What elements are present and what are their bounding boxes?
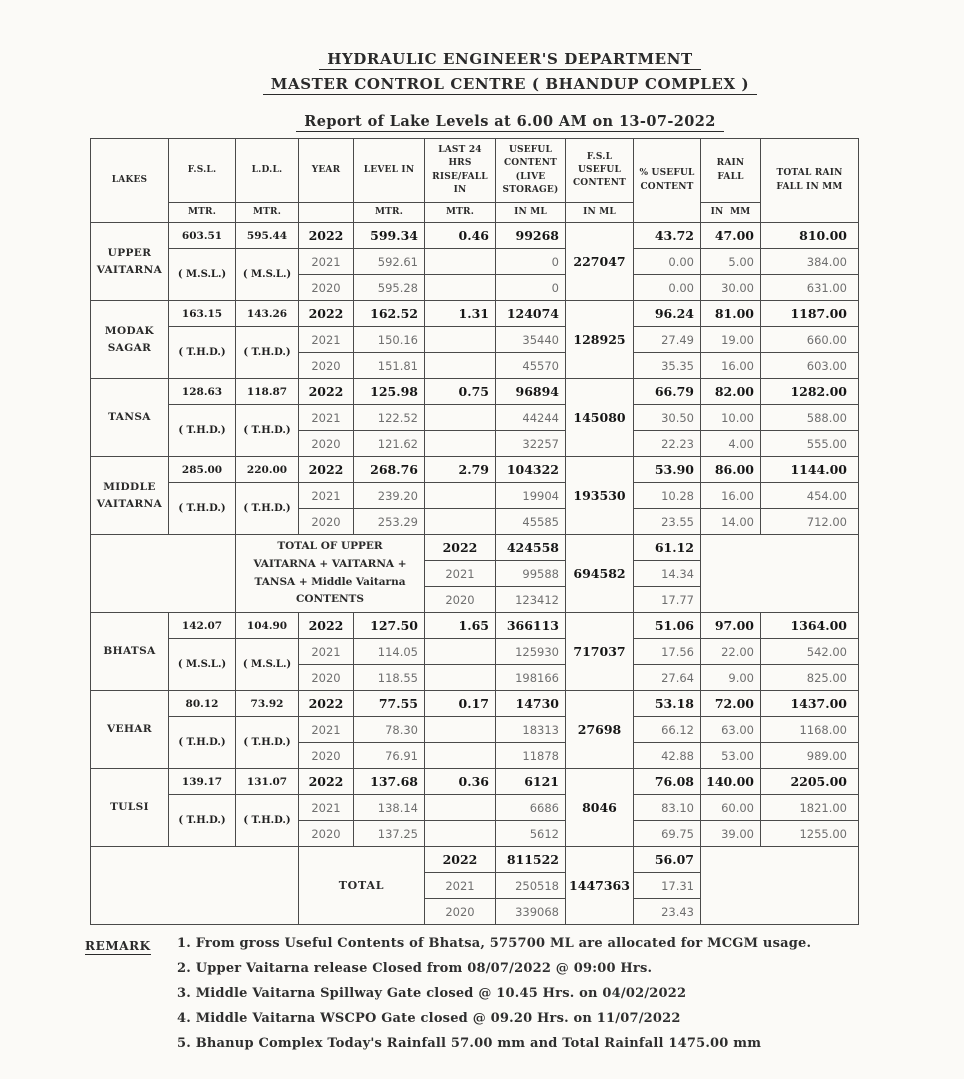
useful-content-cell: 99268: [496, 223, 566, 249]
col-header-fsl: F.S.L.: [169, 139, 236, 203]
table-row: [91, 457, 859, 483]
pct-useful-cell: 23.55: [634, 509, 701, 535]
table-row: [91, 795, 859, 821]
pct-useful-cell: 53.90: [634, 457, 701, 483]
fsl-datum-label: ( T.H.D.): [169, 405, 236, 457]
level-cell: 239.20: [354, 483, 425, 509]
remark-label: REMARK: [85, 939, 151, 953]
total-empty-right: [701, 847, 859, 925]
col-header-pct-useful: % USEFUL CONTENT: [634, 139, 701, 223]
level-cell: 118.55: [354, 665, 425, 691]
year-cell: 2022: [425, 535, 496, 561]
total-rainfall-cell: 989.00: [761, 743, 859, 769]
level-cell: 137.68: [354, 769, 425, 795]
pct-useful-cell: 10.28: [634, 483, 701, 509]
useful-content-cell: 123412: [496, 587, 566, 613]
useful-content-cell: 99588: [496, 561, 566, 587]
rainfall-cell: 47.00: [701, 223, 761, 249]
useful-content-cell: 104322: [496, 457, 566, 483]
pct-useful-cell: 17.31: [634, 873, 701, 899]
pct-useful-cell: 83.10: [634, 795, 701, 821]
total-rainfall-cell: 384.00: [761, 249, 859, 275]
total-rainfall-cell: 542.00: [761, 639, 859, 665]
report-subtitle-text: Report of Lake Levels at 6.00 AM on 13-07-2022: [296, 113, 723, 132]
unit-fsl: MTR.: [169, 203, 236, 223]
rise-fall-cell: [425, 509, 496, 535]
unit-rain-fall: IN MM: [701, 203, 761, 223]
header-row: [91, 139, 859, 203]
level-cell: 77.55: [354, 691, 425, 717]
useful-content-cell: 45570: [496, 353, 566, 379]
table-row: [91, 847, 859, 873]
year-cell: 2020: [425, 587, 496, 613]
fsl-value: 603.51: [169, 223, 236, 249]
useful-content-cell: 124074: [496, 301, 566, 327]
ldl-datum-label: ( T.H.D.): [236, 717, 299, 769]
table-row: [91, 691, 859, 717]
total-rainfall-cell: 631.00: [761, 275, 859, 301]
level-cell: 268.76: [354, 457, 425, 483]
pct-useful-cell: 66.79: [634, 379, 701, 405]
pct-useful-cell: 27.64: [634, 665, 701, 691]
lake-block-upper-vaitarna: [91, 223, 859, 301]
fsl-useful-content-cell: 8046: [566, 769, 634, 847]
subtotal-empty-left: [91, 535, 236, 613]
remark-items: [177, 936, 935, 1051]
unit-level: MTR.: [354, 203, 425, 223]
useful-content-cell: 366113: [496, 613, 566, 639]
rainfall-cell: 30.00: [701, 275, 761, 301]
useful-content-cell: 0: [496, 249, 566, 275]
useful-content-cell: 32257: [496, 431, 566, 457]
rainfall-cell: 4.00: [701, 431, 761, 457]
col-header-lakes: LAKES: [91, 139, 169, 223]
total-rainfall-cell: 1187.00: [761, 301, 859, 327]
centre-title-text: MASTER CONTROL CENTRE ( BHANDUP COMPLEX ): [263, 75, 757, 95]
lake-name: VEHAR: [91, 691, 169, 769]
table-row: [91, 301, 859, 327]
rainfall-cell: 9.00: [701, 665, 761, 691]
level-cell: 78.30: [354, 717, 425, 743]
fsl-value: 285.00: [169, 457, 236, 483]
rainfall-cell: 22.00: [701, 639, 761, 665]
level-cell: 125.98: [354, 379, 425, 405]
useful-content-cell: 18313: [496, 717, 566, 743]
table-row: [91, 483, 859, 509]
useful-content-cell: 96894: [496, 379, 566, 405]
rainfall-cell: 14.00: [701, 509, 761, 535]
ldl-datum-label: ( T.H.D.): [236, 483, 299, 535]
total-rainfall-cell: 2205.00: [761, 769, 859, 795]
total-rainfall-cell: 454.00: [761, 483, 859, 509]
fsl-value: 128.63: [169, 379, 236, 405]
rise-fall-cell: [425, 743, 496, 769]
subtotal-label: TOTAL OF UPPER VAITARNA + VAITARNA + TANSA + Middle Vaitarna CONTENTS: [236, 535, 425, 613]
fsl-datum-label: ( T.H.D.): [169, 717, 236, 769]
department-title-text: HYDRAULIC ENGINEER'S DEPARTMENT: [319, 50, 701, 70]
level-cell: 114.05: [354, 639, 425, 665]
lake-name: MIDDLE VAITARNA: [91, 457, 169, 535]
level-cell: 162.52: [354, 301, 425, 327]
table-header: [91, 139, 859, 223]
rise-fall-cell: [425, 665, 496, 691]
pct-useful-cell: 22.23: [634, 431, 701, 457]
level-cell: 595.28: [354, 275, 425, 301]
level-cell: 253.29: [354, 509, 425, 535]
lake-block-modak-sagar: [91, 301, 859, 379]
fsl-value: 80.12: [169, 691, 236, 717]
pct-useful-cell: 61.12: [634, 535, 701, 561]
table-row: [91, 379, 859, 405]
level-cell: 592.61: [354, 249, 425, 275]
year-cell: 2020: [299, 821, 354, 847]
year-cell: 2020: [299, 665, 354, 691]
total-rainfall-cell: 712.00: [761, 509, 859, 535]
year-cell: 2021: [299, 483, 354, 509]
total-rainfall-cell: 603.00: [761, 353, 859, 379]
col-header-total-rain: TOTAL RAIN FALL IN MM: [761, 139, 859, 223]
lake-block-tansa: [91, 379, 859, 457]
unit-fsl-useful-content: IN ML: [566, 203, 634, 223]
fsl-datum-label: ( T.H.D.): [169, 483, 236, 535]
fsl-datum-label: ( T.H.D.): [169, 327, 236, 379]
pct-useful-cell: 76.08: [634, 769, 701, 795]
pct-useful-cell: 0.00: [634, 275, 701, 301]
year-cell: 2021: [425, 561, 496, 587]
rainfall-cell: 86.00: [701, 457, 761, 483]
table-row: [91, 223, 859, 249]
fsl-useful-content-cell: 227047: [566, 223, 634, 301]
year-cell: 2022: [299, 613, 354, 639]
pct-useful-cell: 35.35: [634, 353, 701, 379]
pct-useful-cell: 43.72: [634, 223, 701, 249]
col-header-rain-fall: RAIN FALL: [701, 139, 761, 203]
year-cell: 2020: [299, 353, 354, 379]
ldl-value: 73.92: [236, 691, 299, 717]
useful-content-cell: 14730: [496, 691, 566, 717]
pct-useful-cell: 53.18: [634, 691, 701, 717]
useful-content-cell: 45585: [496, 509, 566, 535]
col-header-ldl: L.D.L.: [236, 139, 299, 203]
fsl-useful-content-cell: 694582: [566, 535, 634, 613]
table-row: [91, 613, 859, 639]
rainfall-cell: 72.00: [701, 691, 761, 717]
fsl-datum-label: ( M.S.L.): [169, 639, 236, 691]
report-header: [230, 50, 790, 130]
rainfall-cell: 39.00: [701, 821, 761, 847]
col-header-level: LEVEL IN: [354, 139, 425, 203]
rainfall-cell: 53.00: [701, 743, 761, 769]
rise-fall-cell: 0.17: [425, 691, 496, 717]
rise-fall-cell: [425, 795, 496, 821]
rainfall-cell: 10.00: [701, 405, 761, 431]
level-cell: 122.52: [354, 405, 425, 431]
level-cell: 138.14: [354, 795, 425, 821]
fsl-useful-content-cell: 717037: [566, 613, 634, 691]
fsl-useful-content-cell: 145080: [566, 379, 634, 457]
level-cell: 151.81: [354, 353, 425, 379]
useful-content-cell: 250518: [496, 873, 566, 899]
pct-useful-cell: 42.88: [634, 743, 701, 769]
col-header-rise-fall: LAST 24 HRS RISE/FALL IN: [425, 139, 496, 203]
table-row: [91, 405, 859, 431]
lake-name: TANSA: [91, 379, 169, 457]
table-row: [91, 535, 859, 561]
rainfall-cell: 82.00: [701, 379, 761, 405]
total-empty-left: [91, 847, 299, 925]
remark-item: 3. Middle Vaitarna Spillway Gate closed @ 10.45 Hrs. on 04/02/2022: [177, 986, 687, 1001]
table-row: [91, 769, 859, 795]
units-row: [91, 203, 859, 223]
remark-item: 2. Upper Vaitarna release Closed from 08/07/2022 @ 09:00 Hrs.: [177, 961, 653, 976]
year-cell: 2020: [299, 743, 354, 769]
level-cell: 599.34: [354, 223, 425, 249]
ldl-value: 143.26: [236, 301, 299, 327]
useful-content-cell: 424558: [496, 535, 566, 561]
rise-fall-cell: [425, 821, 496, 847]
rainfall-cell: 60.00: [701, 795, 761, 821]
year-cell: 2022: [299, 223, 354, 249]
year-cell: 2021: [299, 327, 354, 353]
year-cell: 2021: [425, 873, 496, 899]
useful-content-cell: 811522: [496, 847, 566, 873]
rainfall-cell: 5.00: [701, 249, 761, 275]
rise-fall-cell: [425, 431, 496, 457]
year-cell: 2021: [299, 639, 354, 665]
col-header-useful-content: USEFUL CONTENT (LIVE STORAGE): [496, 139, 566, 203]
pct-useful-cell: 96.24: [634, 301, 701, 327]
level-cell: 121.62: [354, 431, 425, 457]
unit-ldl: MTR.: [236, 203, 299, 223]
grand-total-block: [91, 847, 859, 925]
lake-levels-table: [90, 138, 859, 925]
rise-fall-cell: 2.79: [425, 457, 496, 483]
total-rainfall-cell: 660.00: [761, 327, 859, 353]
level-cell: 127.50: [354, 613, 425, 639]
department-title: [230, 50, 790, 68]
level-cell: 76.91: [354, 743, 425, 769]
rainfall-cell: 16.00: [701, 483, 761, 509]
ldl-value: 220.00: [236, 457, 299, 483]
useful-content-cell: 6121: [496, 769, 566, 795]
year-cell: 2021: [299, 405, 354, 431]
col-header-fsl-useful-content: F.S.L USEFUL CONTENT: [566, 139, 634, 203]
total-rainfall-cell: 1437.00: [761, 691, 859, 717]
rise-fall-cell: 0.46: [425, 223, 496, 249]
fsl-value: 139.17: [169, 769, 236, 795]
pct-useful-cell: 27.49: [634, 327, 701, 353]
total-rainfall-cell: 1282.00: [761, 379, 859, 405]
ldl-value: 131.07: [236, 769, 299, 795]
total-rainfall-cell: 1168.00: [761, 717, 859, 743]
subtotal-empty-right: [701, 535, 859, 613]
lake-block-middle-vaitarna: [91, 457, 859, 535]
ldl-value: 595.44: [236, 223, 299, 249]
lake-name: MODAK SAGAR: [91, 301, 169, 379]
pct-useful-cell: 30.50: [634, 405, 701, 431]
rainfall-cell: 140.00: [701, 769, 761, 795]
pct-useful-cell: 56.07: [634, 847, 701, 873]
table-row: [91, 639, 859, 665]
level-cell: 150.16: [354, 327, 425, 353]
pct-useful-cell: 0.00: [634, 249, 701, 275]
lake-name: TULSI: [91, 769, 169, 847]
pct-useful-cell: 66.12: [634, 717, 701, 743]
ldl-datum-label: ( T.H.D.): [236, 795, 299, 847]
ldl-value: 118.87: [236, 379, 299, 405]
year-cell: 2022: [299, 379, 354, 405]
rise-fall-cell: [425, 717, 496, 743]
useful-content-cell: 19904: [496, 483, 566, 509]
lake-name: UPPER VAITARNA: [91, 223, 169, 301]
lake-block-bhatsa: [91, 613, 859, 691]
total-rainfall-cell: 1255.00: [761, 821, 859, 847]
remark-item: 1. From gross Useful Contents of Bhatsa, 575700 ML are allocated for MCGM usage.: [177, 936, 812, 951]
table-row: [91, 717, 859, 743]
pct-useful-cell: 23.43: [634, 899, 701, 925]
total-rainfall-cell: 555.00: [761, 431, 859, 457]
useful-content-cell: 0: [496, 275, 566, 301]
report-subtitle: [230, 113, 790, 130]
fsl-useful-content-cell: 128925: [566, 301, 634, 379]
pct-useful-cell: 17.77: [634, 587, 701, 613]
table-row: [91, 327, 859, 353]
total-rainfall-cell: 1364.00: [761, 613, 859, 639]
year-cell: 2022: [299, 691, 354, 717]
lake-block-tulsi: [91, 769, 859, 847]
total-rainfall-cell: 810.00: [761, 223, 859, 249]
remark-item: 4. Middle Vaitarna WSCPO Gate closed @ 09.20 Hrs. on 11/07/2022: [177, 1011, 681, 1026]
pct-useful-cell: 69.75: [634, 821, 701, 847]
year-cell: 2020: [425, 899, 496, 925]
total-rainfall-cell: 1821.00: [761, 795, 859, 821]
year-cell: 2021: [299, 717, 354, 743]
centre-title: [230, 75, 790, 93]
lake-name: BHATSA: [91, 613, 169, 691]
fsl-value: 142.07: [169, 613, 236, 639]
unit-rise-fall: MTR.: [425, 203, 496, 223]
remark-item: 5. Bhanup Complex Today's Rainfall 57.00 mm and Total Rainfall 1475.00 mm: [177, 1036, 762, 1051]
ldl-datum-label: ( M.S.L.): [236, 249, 299, 301]
lake-block-vehar: [91, 691, 859, 769]
ldl-datum-label: ( M.S.L.): [236, 639, 299, 691]
level-cell: 137.25: [354, 821, 425, 847]
pct-useful-cell: 14.34: [634, 561, 701, 587]
useful-content-cell: 5612: [496, 821, 566, 847]
useful-content-cell: 11878: [496, 743, 566, 769]
remark-section: [85, 936, 935, 1061]
ldl-value: 104.90: [236, 613, 299, 639]
table-row: [91, 249, 859, 275]
fsl-datum-label: ( M.S.L.): [169, 249, 236, 301]
rainfall-cell: 63.00: [701, 717, 761, 743]
rise-fall-cell: [425, 405, 496, 431]
fsl-datum-label: ( T.H.D.): [169, 795, 236, 847]
ldl-datum-label: ( T.H.D.): [236, 405, 299, 457]
rainfall-cell: 97.00: [701, 613, 761, 639]
year-cell: 2022: [425, 847, 496, 873]
useful-content-cell: 198166: [496, 665, 566, 691]
rise-fall-cell: [425, 483, 496, 509]
rainfall-cell: 16.00: [701, 353, 761, 379]
useful-content-cell: 125930: [496, 639, 566, 665]
useful-content-cell: 339068: [496, 899, 566, 925]
rise-fall-cell: 0.75: [425, 379, 496, 405]
useful-content-cell: 35440: [496, 327, 566, 353]
ldl-datum-label: ( T.H.D.): [236, 327, 299, 379]
rise-fall-cell: [425, 353, 496, 379]
total-rainfall-cell: 825.00: [761, 665, 859, 691]
useful-content-cell: 44244: [496, 405, 566, 431]
rainfall-cell: 19.00: [701, 327, 761, 353]
subtotal-block: [91, 535, 859, 613]
pct-useful-cell: 51.06: [634, 613, 701, 639]
year-cell: 2020: [299, 275, 354, 301]
fsl-value: 163.15: [169, 301, 236, 327]
year-cell: 2020: [299, 509, 354, 535]
rise-fall-cell: 1.65: [425, 613, 496, 639]
grand-total-label: TOTAL: [299, 847, 425, 925]
fsl-useful-content-cell: 193530: [566, 457, 634, 535]
year-cell: 2022: [299, 457, 354, 483]
year-cell: 2022: [299, 301, 354, 327]
unit-year-empty: [299, 203, 354, 223]
pct-useful-cell: 17.56: [634, 639, 701, 665]
year-cell: 2021: [299, 795, 354, 821]
year-cell: 2020: [299, 431, 354, 457]
year-cell: 2021: [299, 249, 354, 275]
rise-fall-cell: [425, 639, 496, 665]
unit-useful-content: IN ML: [496, 203, 566, 223]
rise-fall-cell: 1.31: [425, 301, 496, 327]
rainfall-cell: 81.00: [701, 301, 761, 327]
useful-content-cell: 6686: [496, 795, 566, 821]
total-rainfall-cell: 1144.00: [761, 457, 859, 483]
total-rainfall-cell: 588.00: [761, 405, 859, 431]
fsl-useful-content-cell: 1447363: [566, 847, 634, 925]
year-cell: 2022: [299, 769, 354, 795]
fsl-useful-content-cell: 27698: [566, 691, 634, 769]
rise-fall-cell: [425, 275, 496, 301]
rise-fall-cell: [425, 249, 496, 275]
col-header-year: YEAR: [299, 139, 354, 203]
rise-fall-cell: 0.36: [425, 769, 496, 795]
rise-fall-cell: [425, 327, 496, 353]
